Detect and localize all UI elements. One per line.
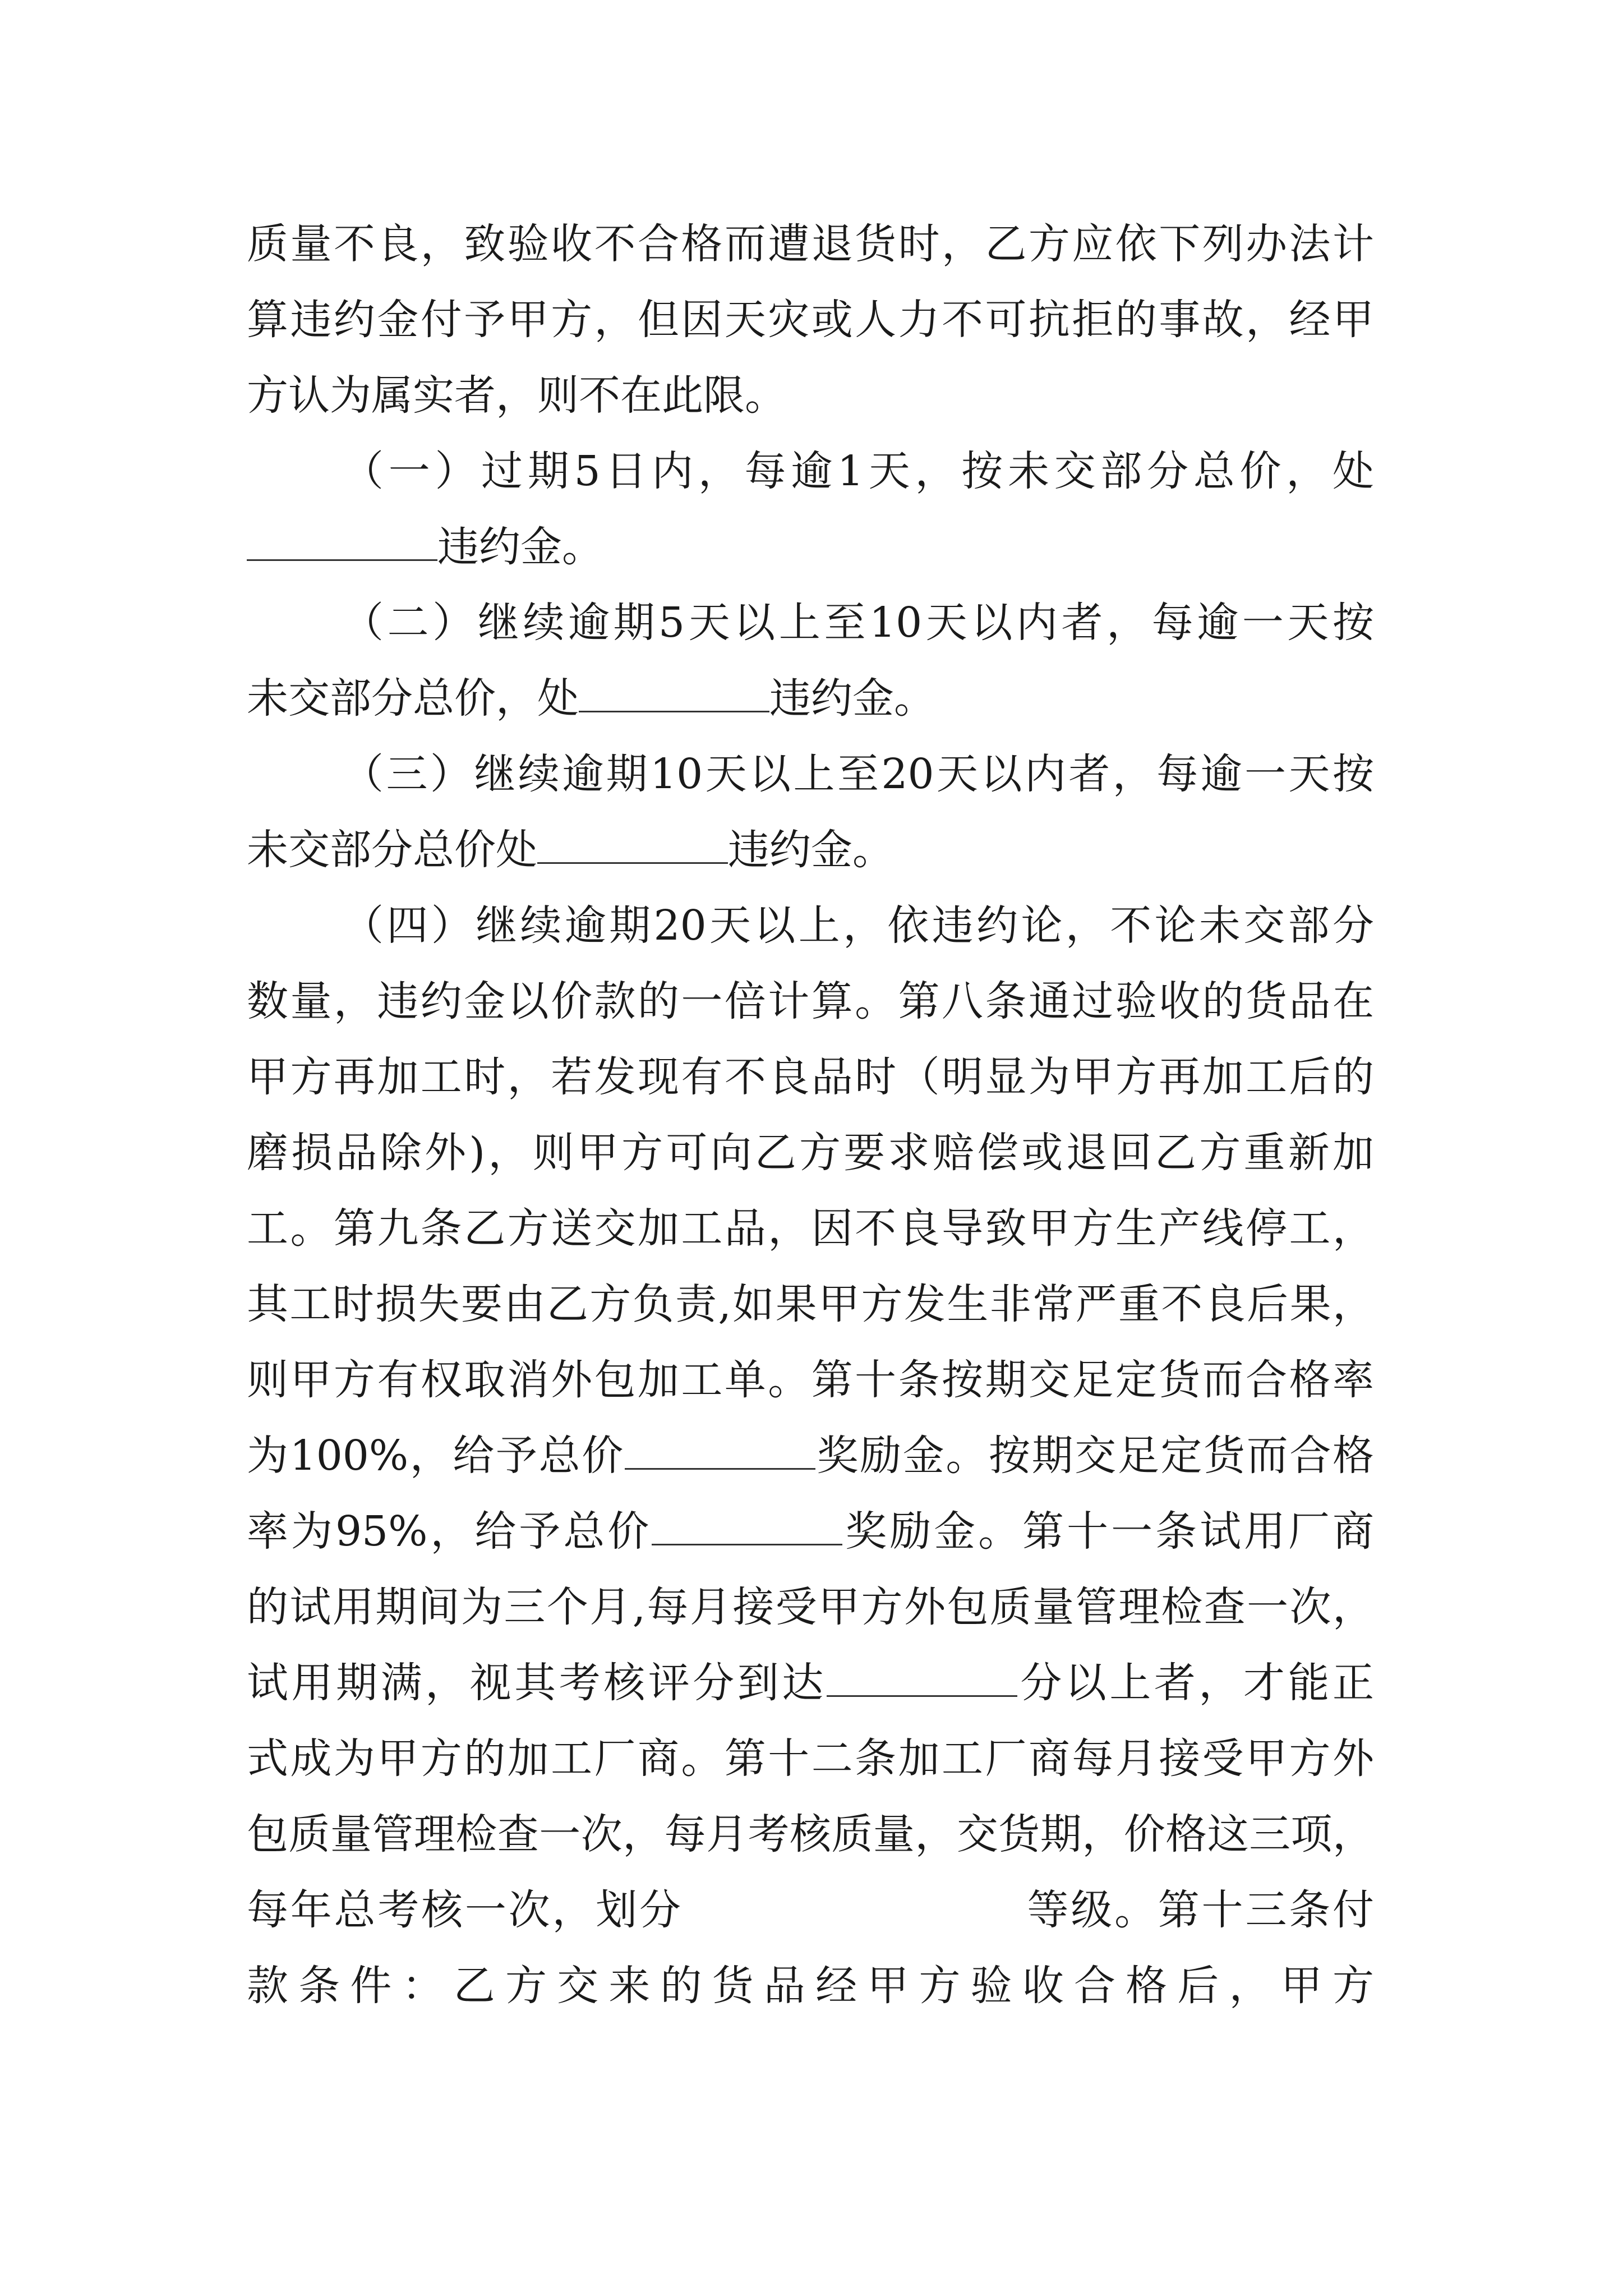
line-text: 包质量管理检查一次，每月考核质量，交货期，价格这三项， bbox=[247, 1810, 1374, 1858]
line-text: 违约金。 bbox=[437, 523, 603, 571]
text-line bbox=[247, 1352, 1374, 1408]
line-text: 数量，违约金以价款的一倍计算。第八条通过验收的货品在 bbox=[247, 977, 1374, 1025]
clause-line bbox=[342, 746, 1374, 802]
line-text: 工。第九条乙方送交加工品，因不良导致甲方生产线停工， bbox=[247, 1204, 1374, 1253]
line-text: 其工时损失要由乙方负责,如果甲方发生非常严重不良后果， bbox=[247, 1280, 1374, 1328]
blank-space bbox=[683, 1890, 1025, 1924]
line-text: 违约金。 bbox=[728, 826, 894, 874]
fill-in-blank bbox=[625, 1434, 815, 1470]
text-line bbox=[247, 1655, 1374, 1711]
fill-in-blank bbox=[579, 677, 769, 712]
line-text: 等级。第十三条付 bbox=[1025, 1886, 1374, 1934]
clause-line bbox=[342, 898, 1374, 954]
line-text: 违约金。 bbox=[769, 674, 935, 723]
clause-line bbox=[342, 595, 1374, 651]
text-line bbox=[247, 1958, 1374, 2014]
text-line bbox=[247, 1428, 1374, 1484]
line-text: 质量不良，致验收不合格而遭退货时，乙方应依下列办法计 bbox=[247, 220, 1374, 268]
line-text: 率为95%，给予总价 bbox=[247, 1507, 652, 1556]
text-line bbox=[247, 670, 1374, 726]
text-line bbox=[247, 519, 1374, 575]
line-text: 奖励金。按期交足定货而合格 bbox=[815, 1432, 1374, 1480]
text-line bbox=[247, 1503, 1374, 1559]
text-line bbox=[247, 1125, 1374, 1181]
clause-line bbox=[342, 443, 1374, 499]
text-line bbox=[247, 1049, 1374, 1105]
text-line bbox=[247, 973, 1374, 1029]
line-text: 未交部分总价处 bbox=[247, 826, 537, 874]
line-text: （二）继续逾期5天以上至10天以内者，每逾一天按 bbox=[342, 599, 1374, 647]
line-text: （一）过期5日内，每逾1天，按未交部分总价，处 bbox=[342, 447, 1374, 495]
text-line bbox=[247, 1882, 1374, 1938]
line-text: （四）继续逾期20天以上，依违约论，不论未交部分 bbox=[342, 901, 1374, 950]
line-text: 甲方再加工时，若发现有不良品时（明显为甲方再加工后的 bbox=[247, 1053, 1374, 1101]
line-text: （三）继续逾期10天以上至20天以内者，每逾一天按 bbox=[342, 750, 1374, 798]
line-text: 试用期满，视其考核评分到达 bbox=[247, 1659, 827, 1707]
line-text: 则甲方有权取消外包加工单。第十条按期交足定货而合格率 bbox=[247, 1356, 1374, 1404]
line-text: 算违约金付予甲方，但因天灾或人力不可抗拒的事故，经甲 bbox=[247, 296, 1374, 344]
line-text: 磨损品除外)，则甲方可向乙方要求赔偿或退回乙方重新加 bbox=[247, 1129, 1374, 1177]
line-text: 式成为甲方的加工厂商。第十二条加工厂商每月接受甲方外 bbox=[247, 1734, 1374, 1783]
text-line bbox=[247, 1579, 1374, 1635]
line-text: 每年总考核一次，划分 bbox=[247, 1886, 683, 1934]
fill-in-blank bbox=[247, 526, 437, 561]
fill-in-blank bbox=[827, 1662, 1017, 1697]
fill-in-blank bbox=[537, 829, 728, 864]
text-line bbox=[247, 1731, 1374, 1787]
line-text: 为100%，给予总价 bbox=[247, 1432, 625, 1480]
line-text: 分以上者，才能正 bbox=[1017, 1659, 1374, 1707]
fill-in-blank bbox=[652, 1510, 842, 1545]
line-text: 款条件：乙方交来的货品经甲方验收合格后，甲方 bbox=[247, 1962, 1374, 2010]
text-line bbox=[247, 1200, 1374, 1257]
line-text: 奖励金。第十一条试用厂商 bbox=[842, 1507, 1374, 1556]
text-line bbox=[247, 292, 1374, 348]
text-line bbox=[247, 367, 1374, 424]
text-line bbox=[247, 1806, 1374, 1862]
line-text: 的试用期间为三个月,每月接受甲方外包质量管理检查一次， bbox=[247, 1583, 1374, 1631]
text-line bbox=[247, 822, 1374, 878]
text-line bbox=[247, 1276, 1374, 1332]
line-text: 未交部分总价，处 bbox=[247, 674, 579, 723]
text-line bbox=[247, 216, 1374, 272]
line-text: 方认为属实者，则不在此限。 bbox=[247, 371, 786, 420]
